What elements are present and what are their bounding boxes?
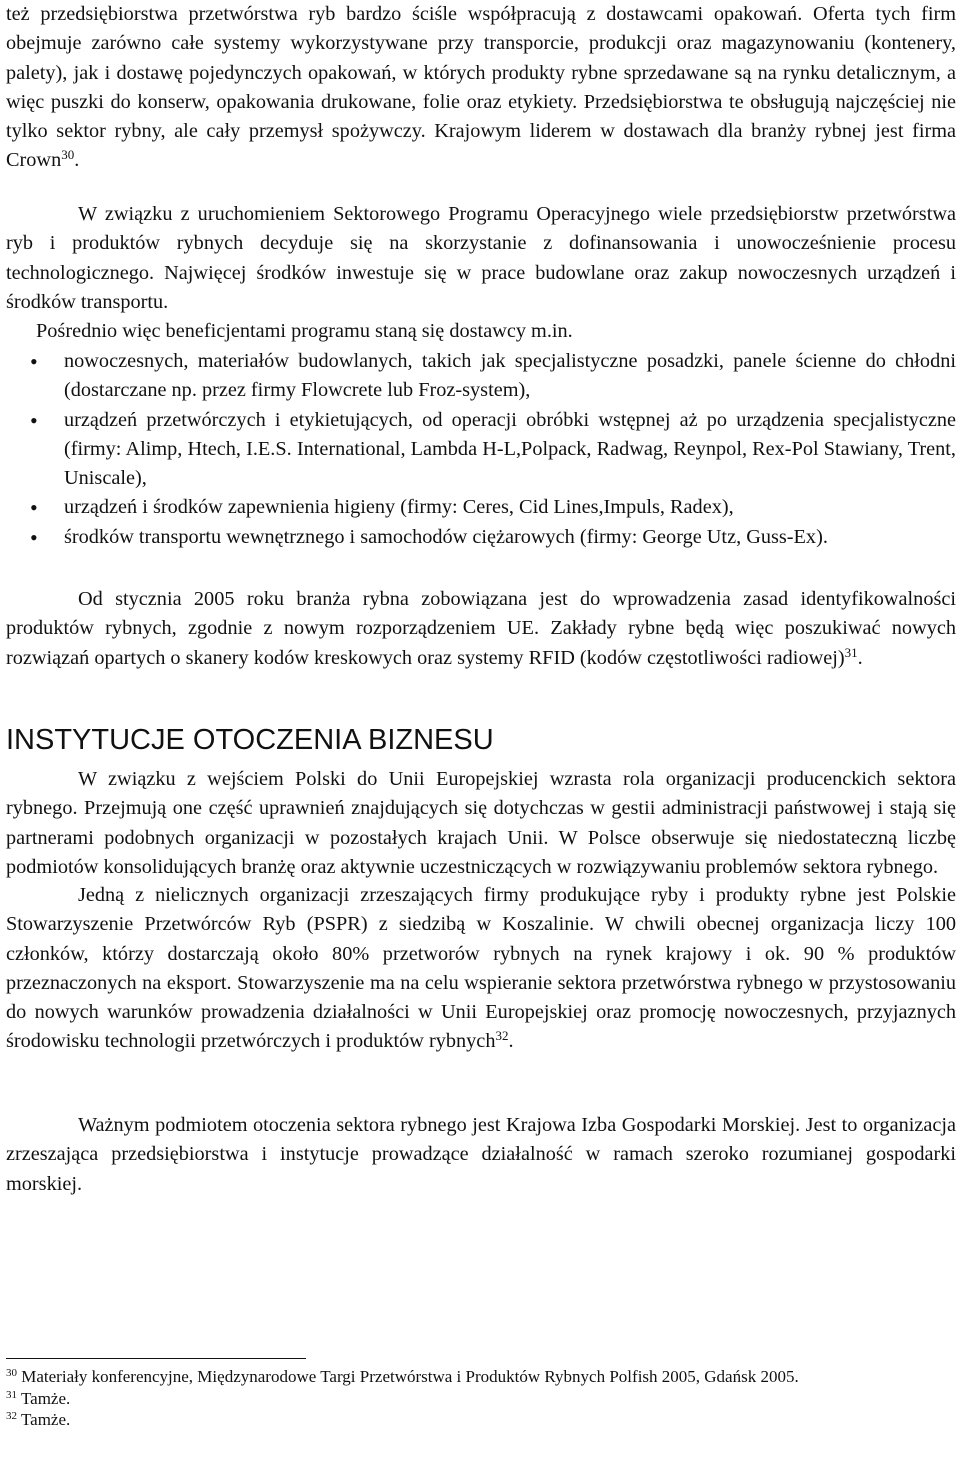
footnotes xyxy=(6,1366,956,1431)
paragraph-operational-program: W związku z uruchomieniem Sektorowego Programu Operacyjnego wiele przedsiębiorstw przetwórstwa ryb i produktów rybnych decyduje się na skorzystanie z dofinansowania i unowocześnienie procesu technologicznego. Najwięcej środków inwestuje się w prace budowlane oraz zakup nowoczesnych urządzeń i środków transportu. xyxy=(6,203,956,313)
paragraph-beneficiaries-intro: Pośrednio więc beneficjentami programu staną się dostawcy m.in. xyxy=(36,320,573,342)
paragraph-pspr: Jedną z nielicznych organizacji zrzeszających firmy produkujące ryby i produkty rybne jest Polskie Stowarzyszenie Przetwórców Ryb (PSPR) z siedzibą w Koszalinie. W chwili obecnej organizacja liczy 100 członków, którzy dostarczają około 80% przetworów rybnych na rynek krajowy i ok. 90 % produktów przeznaczonych na eksport. Stowarzyszenie ma na celu wspieranie sektora przetwórstwa rybnego w przystosowaniu do nowych warunków prowadzenia działalności w Unii Europejskiej oraz promocję nowoczesnych, przyjaznych środowisku technologii przetwórczych i produktów rybnych$^{32}$. xyxy=(6,884,956,1053)
list-item: • środków transportu wewnętrznego i samochodów ciężarowych (firmy: George Utz, Guss-Ex). xyxy=(6,523,956,552)
paragraph-eu-accession: W związku z wejściem Polski do Unii Europejskiej wzrasta rola organizacji producenckich sektora rybnego. Przejmują one część uprawnień znajdujących się dotychczas w gestii administracji państwowej i stają się partnerami podobnych organizacji w pozostałych krajach Unii. W Polsce obserwuje się niedostateczną liczbę podmiotów konsolidujących branżę oraz aktywnie uczestniczących w rozwiązywaniu problemów sektora rybnego. xyxy=(6,768,956,878)
paragraph-traceability: Od stycznia 2005 roku branża rybna zobowiązana jest do wprowadzenia zasad identyfikowalności produktów rybnych, zgodnie z nowym rozporządzeniem UE. Zakłady rybne będą więc poszukiwać nowych rozwiązań opartych o skanery kodów kreskowych oraz systemy RFID (kodów częstotliwości radiowej)$^{31}$. xyxy=(6,588,956,669)
paragraph-packaging-suppliers: też przedsiębiorstwa przetwórstwa ryb bardzo ściśle współpracują z dostawcami opakowań. Oferta tych firm obejmuje zarówno całe systemy wykorzystywane przy transporcie, produkcji oraz magazynowaniu (kontenery, palety), jak i dostawę pojedynczych opakowań, w których produkty rybne sprzedawane są na rynku detalicznym, a więc puszki do konserw, opakowania drukowane, folie oraz etykiety. Przedsiębiorstwa te obsługują najczęściej nie tylko sektor rybny, ale cały przemysł spożywczy. Krajowym liderem w dostawach dla branży rybnej jest firma Crown$^{30}$. xyxy=(6,3,956,172)
footnote-ref-31: 31 xyxy=(844,644,858,660)
footnote-ref-30: 30 xyxy=(61,147,75,163)
beneficiary-list xyxy=(6,347,956,552)
list-item: • nowoczesnych, materiałów budowlanych, takich jak specjalistyczne posadzki, panele ścienne do chłodni (dostarczane np. przez firmy Flowcrete lub Froz-system), xyxy=(6,347,956,406)
footnote-32: $^{32}$ Tamże. xyxy=(6,1410,71,1429)
footnote-ref-32: 32 xyxy=(495,1028,509,1044)
footnote-divider xyxy=(6,1358,306,1359)
section-heading: INSTYTUCJE OTOCZENIA BIZNESU xyxy=(6,724,494,756)
footnote-31: $^{31}$ Tamże. xyxy=(6,1388,71,1408)
list-item: • urządzeń przetwórczych i etykietujących, od operacji obróbki wstępnej aż po urządzenia specjalistyczne (firmy: Alimp, Htech, I.E.S. International, Lambda H-L,Polpack, Radwag, Reynpol, Rex-Pol Stawiany, Trent, Uniscale), xyxy=(6,406,956,494)
footnote-30: $^{30}$ Materiały konferencyjne, Międzynarodowe Targi Przetwórstwa i Produktów Rybnych Polfish 2005, Gdańsk 2005. xyxy=(6,1367,799,1386)
paragraph-kigm: Ważnym podmiotem otoczenia sektora rybnego jest Krajowa Izba Gospodarki Morskiej. Jest to organizacja zrzeszająca przedsiębiorstwa i instytucje prowadzące działalność w ramach szeroko rozumianej gospodarki morskiej. xyxy=(6,1114,956,1195)
list-item: • urządzeń i środków zapewnienia higieny (firmy: Ceres, Cid Lines,Impuls, Radex), xyxy=(6,493,956,522)
